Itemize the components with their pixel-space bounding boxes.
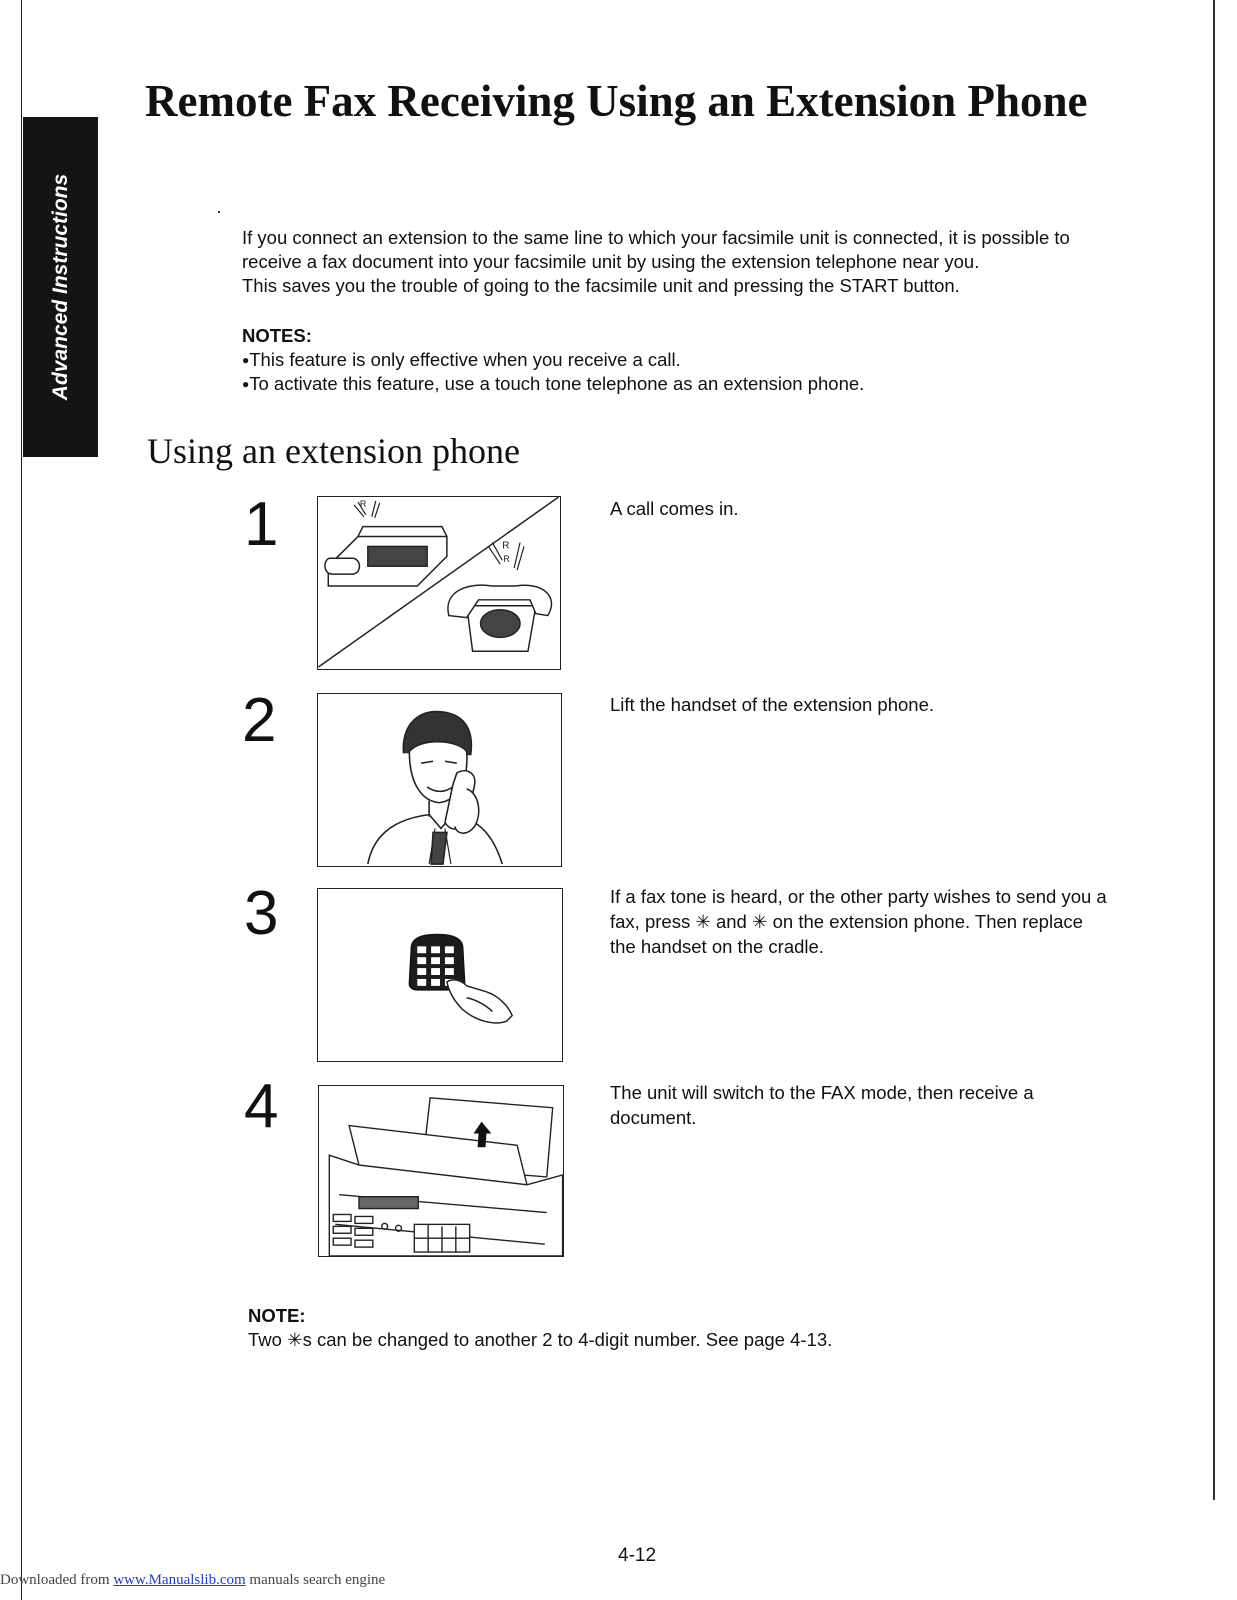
footer [0, 1572, 385, 1589]
bottom-note-heading: NOTE: [248, 1305, 306, 1326]
ring-letter: R [359, 498, 367, 509]
ring-marks-icon [354, 498, 380, 518]
notes-item [242, 348, 1142, 372]
intro-line: receive a fax document into your facsimile unit by using the extension telephone near you. [242, 251, 980, 272]
step-number: 2 [242, 686, 277, 755]
fax-machine-icon [325, 527, 447, 586]
notes-heading: NOTES: [242, 325, 312, 346]
section-heading: Using an extension phone [147, 431, 520, 471]
step-2-text: Lift the handset of the extension phone. [610, 694, 934, 715]
footer-suffix: manuals search engine [245, 1572, 386, 1588]
scan-speck [218, 211, 220, 213]
step-3-text: If a fax tone is heard, or the other party wishes to send you a fax, press ✳ and ✳ on the extension phone. Then replace the handset on the cradle. [610, 886, 1107, 957]
manualslib-link[interactable]: www.Manualslib.com [113, 1572, 246, 1588]
side-tab-label: Advanced Instructions [48, 173, 72, 401]
scan-border-right [1213, 0, 1215, 1500]
section-side-tab [23, 117, 98, 457]
notes-item-text: To activate this feature, use a touch tone telephone as an extension phone. [249, 373, 865, 394]
step-1-text: A call comes in. [610, 498, 739, 519]
notes-item-text: This feature is only effective when you receive a call. [249, 349, 681, 370]
man-lifting-handset-illustration [318, 694, 561, 866]
hand-icon [447, 980, 512, 1023]
extension-telephone-icon [448, 585, 552, 651]
step-number: 4 [244, 1072, 279, 1141]
step-number: 3 [244, 879, 279, 948]
footer-prefix: Downloaded from [0, 1572, 114, 1588]
intro-line: This saves you the trouble of going to the facsimile unit and pressing the START button. [242, 275, 960, 296]
incoming-call-illustration [318, 497, 560, 669]
ring-letter: R [502, 540, 510, 552]
step-number: 1 [244, 490, 279, 559]
step-2-illustration [317, 693, 562, 867]
bullet-icon: ● [242, 377, 250, 391]
page-number: 4-12 [618, 1545, 657, 1566]
step-3-illustration [317, 888, 563, 1062]
step-4-text: The unit will switch to the FAX mode, then receive a document. [610, 1082, 1034, 1128]
fax-receiving-document-illustration [319, 1086, 563, 1256]
keypad-press-illustration [318, 889, 562, 1061]
ring-letter: R [503, 554, 510, 565]
page-title: Remote Fax Receiving Using an Extension Phone [145, 76, 1088, 126]
scan-border-left [21, 0, 22, 1600]
bottom-note [248, 1304, 1148, 1352]
step-1-illustration [317, 496, 561, 670]
bottom-note-text: Two ✳s can be changed to another 2 to 4-digit number. See page 4-13. [248, 1329, 833, 1350]
intro-paragraph [242, 226, 1142, 298]
notes-block [242, 324, 1142, 396]
notes-item [242, 372, 1142, 396]
notes-list [242, 348, 1142, 396]
bullet-icon: ● [242, 353, 250, 367]
intro-line: If you connect an extension to the same line to which your facsimile unit is connected, it is possible to [242, 227, 1070, 248]
step-4-illustration [318, 1085, 564, 1257]
